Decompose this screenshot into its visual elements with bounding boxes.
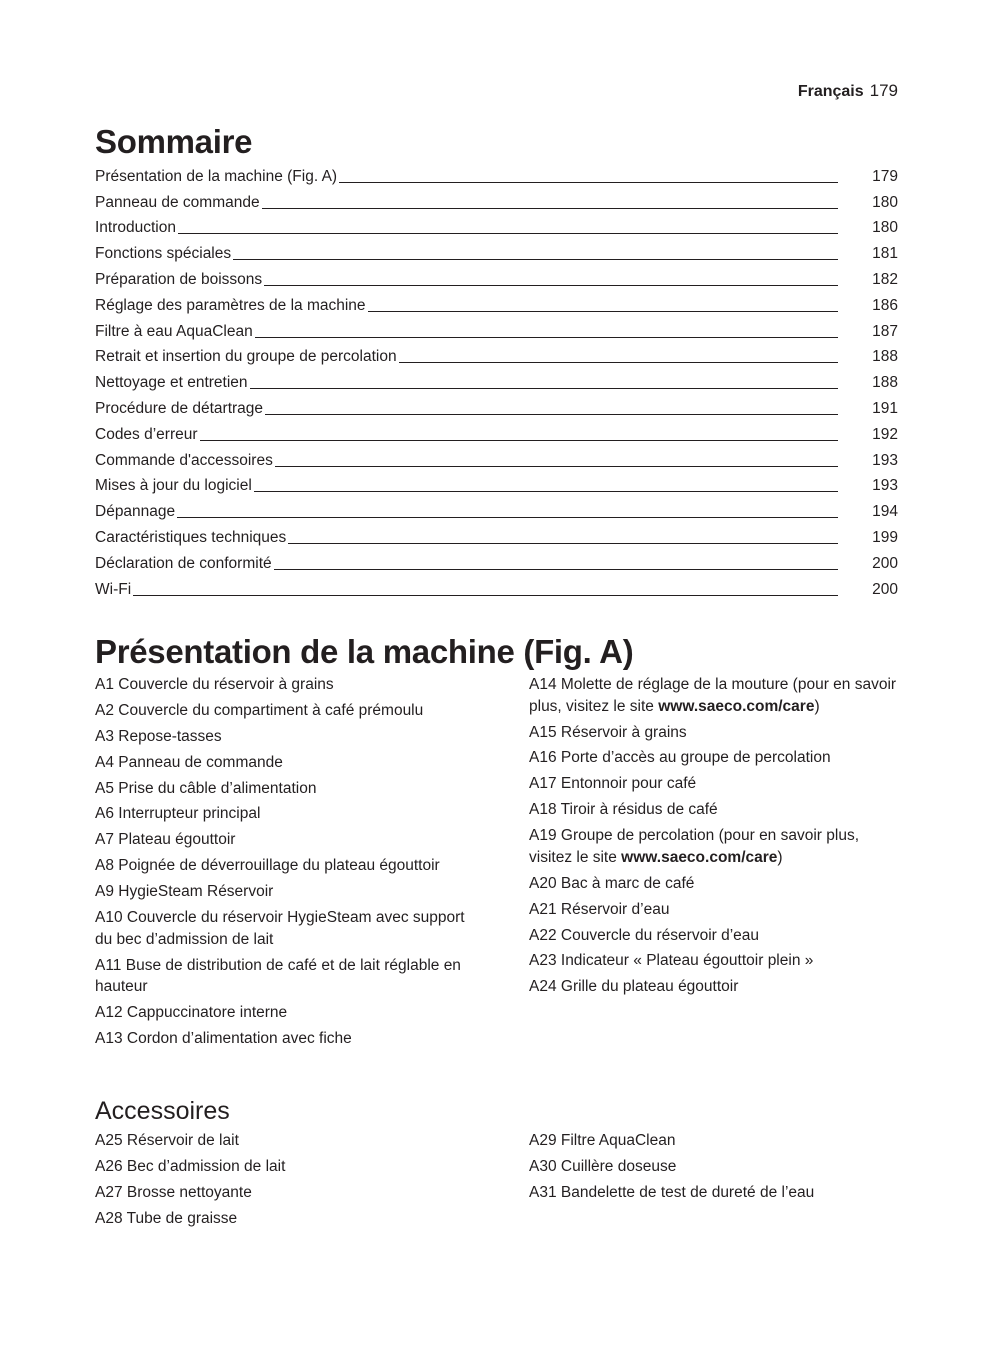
toc-entry[interactable] [95,574,898,600]
parts-list-right-column [529,674,898,1054]
part-item: A17 Entonnoir pour café [529,775,697,793]
toc-entry-label: Dépannage [95,503,176,521]
toc-entry-label: Filtre à eau AquaClean [95,322,253,340]
presentation-title: Présentation de la machine (Fig. A) [95,633,634,670]
toc-entry-page: 192 [872,425,898,443]
toc-leader-line [339,181,838,183]
toc-entry-label: Mises à jour du logiciel [95,477,252,495]
toc-entry-page: 200 [872,580,898,598]
toc-leader-line [250,387,838,389]
toc-leader-line [177,516,838,518]
toc-entry-label: Nettoyage et entretien [95,374,248,392]
toc-entry-label: Introduction [95,219,176,237]
accessory-item: A29 Filtre AquaClean [529,1132,676,1149]
toc-entry-label: Préparation de boissons [95,270,263,288]
part-item: A15 Réservoir à grains [529,723,687,741]
saeco-care-link[interactable]: www.saeco.com/care [658,697,815,715]
header-language: Français [797,83,864,100]
toc-entry-page: 194 [872,503,898,521]
toc-leader-line [200,439,838,441]
toc-leader-line [288,542,838,544]
toc-leader-line [255,336,838,338]
toc-entry-label: Fonctions spéciales [95,245,232,263]
header-page-number: 179 [869,81,898,100]
toc-leader-line [133,594,838,596]
toc-entry-page: 181 [872,245,898,263]
toc-entry[interactable] [95,471,898,497]
toc-entry-label: Caractéristiques techniques [95,528,287,546]
toc-entry[interactable] [95,445,898,471]
accessory-item: A28 Tube de graisse [95,1209,238,1227]
toc-leader-line [368,310,838,312]
toc-entry[interactable] [95,187,898,213]
part-item: A23 Indicateur « Plateau égouttoir plein » [529,952,814,970]
table-of-contents [95,161,898,600]
toc-entry[interactable] [95,161,898,187]
toc-entry-page: 191 [872,399,898,417]
toc-entry-label: Commande d'accessoires [95,451,273,469]
accessory-item: A30 Cuillère doseuse [529,1157,677,1175]
toc-entry-page: 179 [872,167,898,185]
part-item: A22 Couvercle du réservoir d’eau [529,926,760,944]
toc-entry-label: Retrait et insertion du groupe de percolation [95,348,397,366]
accessories-right-column [529,1130,898,1234]
toc-entry-page: 180 [872,193,898,211]
toc-entry[interactable] [95,290,898,316]
part-item: A13 Cordon d’alimentation avec fiche [95,1030,352,1048]
running-header [798,80,898,103]
toc-entry-label: Réglage des paramètres de la machine [95,296,366,314]
part-item: A21 Réservoir d’eau [529,900,670,918]
part-item-text-end: ) [814,697,820,715]
toc-entry-page: 182 [872,270,898,288]
part-item: A3 Repose-tasses [95,727,222,745]
toc-entry-page: 180 [872,219,898,237]
toc-entry-page: 188 [872,348,898,366]
part-item: A6 Interrupteur principal [95,805,261,823]
part-item: A9 HygieSteam Réservoir [95,883,274,901]
saeco-care-link[interactable]: www.saeco.com/care [621,848,778,866]
toc-entry-page: 200 [872,554,898,572]
toc-entry-page: 193 [872,477,898,495]
toc-entry[interactable] [95,522,898,548]
toc-leader-line [262,207,838,209]
part-item: A12 Cappuccinatore interne [95,1004,288,1022]
part-item: A5 Prise du câble d’alimentation [95,779,317,797]
toc-leader-line [275,465,838,467]
accessories-list [95,1130,898,1234]
toc-entry-page: 199 [872,528,898,546]
toc-leader-line [399,361,838,363]
toc-leader-line [274,568,838,570]
toc-entry-page: 186 [872,296,898,314]
toc-entry-page: 187 [872,322,898,340]
accessories-title: Accessoires [95,1097,230,1125]
part-item: A20 Bac à marc de café [529,874,695,892]
accessory-item: A31 Bandelette de test de dureté de l’eau [529,1183,815,1201]
toc-entry-label: Panneau de commande [95,193,260,211]
part-item: A18 Tiroir à résidus de café [529,801,718,819]
toc-entry-page: 188 [872,374,898,392]
accessory-item: A27 Brosse nettoyante [95,1183,252,1201]
toc-entry[interactable] [95,316,898,342]
part-item: A4 Panneau de commande [95,753,283,771]
manual-page [95,0,898,1359]
toc-entry[interactable] [95,213,898,239]
part-item: A16 Porte d’accès au groupe de percolation [529,749,831,767]
toc-entry-label: Codes d’erreur [95,425,198,443]
part-item-a14 [529,674,898,717]
toc-entry-label: Wi-Fi [95,580,132,598]
accessory-item: A25 Réservoir de lait [95,1132,239,1149]
part-item: A7 Plateau égouttoir [95,831,236,849]
toc-entry[interactable] [95,264,898,290]
accessory-item: A26 Bec d’admission de lait [95,1157,286,1175]
part-item: A24 Grille du plateau égouttoir [529,978,739,996]
toc-leader-line [265,413,838,415]
toc-entry[interactable] [95,419,898,445]
part-item: A10 Couvercle du réservoir HygieSteam avec support du bec d’admission de lait [95,909,465,948]
toc-leader-line [233,258,838,260]
parts-list [95,674,898,1054]
toc-entry[interactable] [95,238,898,264]
part-item: A2 Couvercle du compartiment à café prémoulu [95,701,424,719]
toc-entry[interactable] [95,548,898,574]
toc-entry[interactable] [95,496,898,522]
part-item: A1 Couvercle du réservoir à grains [95,676,334,693]
toc-leader-line [254,490,838,492]
toc-entry-label: Procédure de détartrage [95,399,264,417]
parts-list-left-column [95,674,473,1054]
toc-title: Sommaire [95,123,253,160]
toc-leader-line [264,284,838,286]
toc-entry-page: 193 [872,451,898,469]
part-item-text: A14 Molette de réglage de la mouture (pour en savoir plus, visitez le site [529,676,897,715]
part-item-text-end: ) [777,848,783,866]
toc-entry[interactable] [95,342,898,368]
toc-entry-label: Déclaration de conformité [95,554,272,572]
toc-leader-line [178,232,838,234]
toc-entry[interactable] [95,393,898,419]
part-item: A8 Poignée de déverrouillage du plateau égouttoir [95,857,440,875]
accessories-left-column [95,1130,473,1234]
part-item: A11 Buse de distribution de café et de lait réglable en hauteur [95,956,461,996]
part-item-a19 [529,825,898,868]
part-item-text: A19 Groupe de percolation (pour en savoir plus, visitez le site [529,827,860,866]
toc-entry-label: Présentation de la machine (Fig. A) [95,167,338,185]
toc-entry[interactable] [95,367,898,393]
